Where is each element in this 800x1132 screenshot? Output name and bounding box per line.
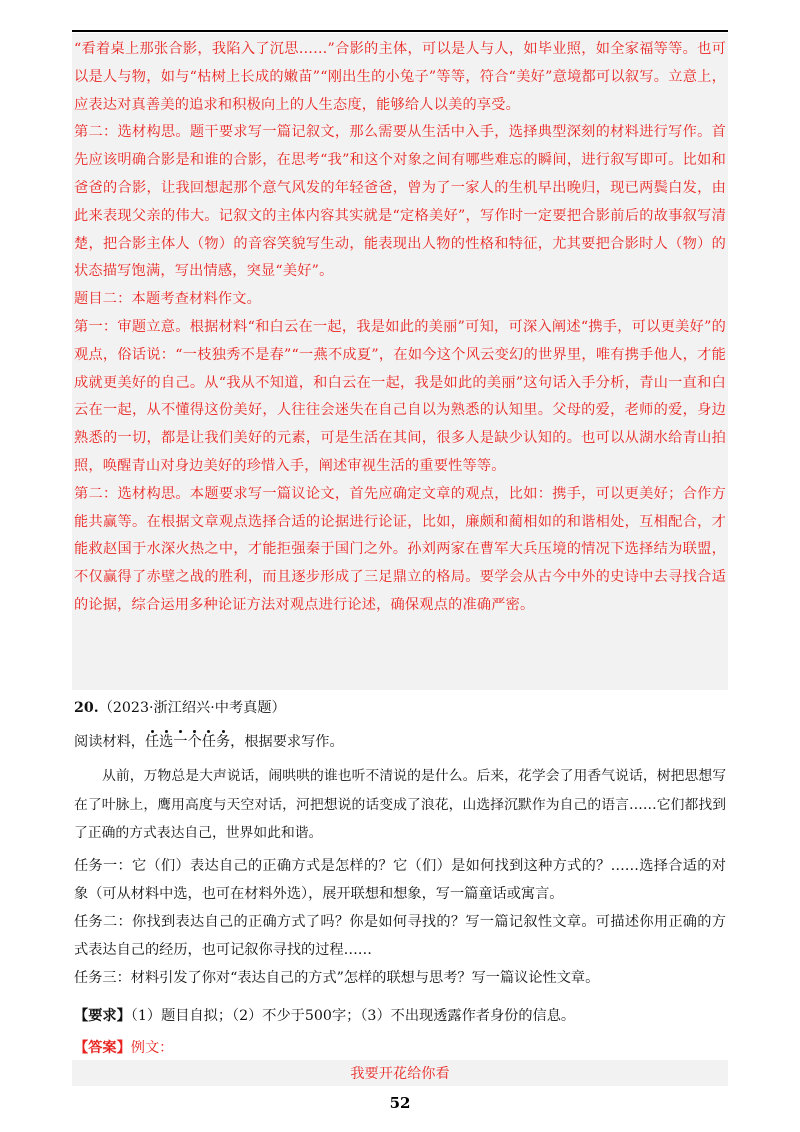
task-list xyxy=(74,852,726,992)
question-intro xyxy=(74,728,726,756)
top-rule xyxy=(72,30,728,32)
requirement-text: （1）题目自拟；（2）不少于500字；（3）不出现透露作者身份的信息。 xyxy=(130,1008,576,1024)
emphasis-char: 任 xyxy=(201,734,216,750)
essay-title: 我要开花给你看 xyxy=(350,1066,450,1082)
intro-text-b: ，根据要求写作。 xyxy=(230,734,344,750)
question-heading xyxy=(74,694,726,722)
emphasis-char: 个 xyxy=(187,734,202,750)
material-passage xyxy=(74,762,726,848)
page-number: 52 xyxy=(389,1094,411,1112)
analysis-paragraph-1: “看着桌上那张合影，我陷入了沉思……”合影的主体，可以是人与人，如毕业照，如全家福等等。也可以是人与物，如与“枯树上长成的嫩苗”“刚出生的小兔子”等等，符合“美好”意境都可以叙写。立意上，应表达对真善美的追求和积极向上的人生态度，能够给人以美的享受。 xyxy=(74,41,726,113)
analysis-paragraph-3: 题目二：本题考查材料作文。 xyxy=(74,291,262,308)
emphasis-char: 一 xyxy=(173,734,188,750)
analysis-paragraph-5: 第二：选材构思。本题要求写一篇议论文，首先应确定文章的观点，比如：携手，可以更美好；合作方能共赢等。在根据文章观点选择合适的论据进行论证，比如，廉颇和蔺相如的和谐相处，互相配合，才能救赵国于水深火热之中，才能拒强秦于国门之外。孙刘两家在曹军大兵压境的情况下选择结为联盟，不仅赢得了赤壁之战的胜利，而且逐步形成了三足鼎立的格局。要学会从古今中外的史诗中去寻找合适的论据，综合运用多种论证方法对观点进行论述，确保观点的准确严密。 xyxy=(74,485,726,613)
answer-line xyxy=(74,1034,726,1062)
task-1: 任务一：它（们）表达自己的正确方式是怎样的？它（们）是如何找到这种方式的？……选择合适的对象（可从材料中选，也可在材料外选），展开联想和想象，写一篇童话或寓言。 xyxy=(74,858,726,902)
question-source: （2023·浙江绍兴·中考真题） xyxy=(98,700,286,716)
requirements xyxy=(74,1002,726,1030)
requirement-label: 【要求】 xyxy=(74,1008,131,1024)
passage-text: 从前，万物总是大声说话，闹哄哄的谁也听不清说的是什么。后来，花学会了用香气说话，树把思想写在了叶脉上，鹰用高度与天空对话，河把想说的话变成了浪花，山选择沉默作为自己的语言……它们都找到了正确的方式表达自己，世界如此和谐。 xyxy=(74,768,726,841)
task-3: 任务三：材料引发了你对“表达自己的方式”怎样的联想与思考？写一篇议论性文章。 xyxy=(74,970,600,986)
emphasis-char: 务 xyxy=(215,734,231,750)
task-2: 任务二：你找到表达自己的正确方式了吗？你是如何寻找的？写一篇记叙性文章。可描述你用正确的方式表达自己的经历，也可记叙你寻找的过程…… xyxy=(74,914,726,958)
answer-text: 例文： xyxy=(130,1040,174,1056)
analysis-paragraph-4: 第一：审题立意。根据材料“和白云在一起，我是如此的美丽”可知，可深入阐述“携手，可以更美好”的观点，俗话说：“一枝独秀不是春”“一燕不成夏”，在如今这个风云变幻的世界里，唯有携手他人，才能成就更美好的自己。从“我从不知道，和白云在一起，我是如此的美丽”这句话入手分析，青山一直和白云在一起，从不懂得这份美好，人往往会迷失在自己自以为熟悉的认知里。父母的爱，老师的爱，身边熟悉的一切，都是让我们美好的元素，可是生活在其间，很多人是缺少认知的。也可以从湖水给青山拍照，唤醒青山对身边美好的珍惜入手，阐述审视生活的重要性等等。 xyxy=(74,318,726,474)
emphasis-char: 任 xyxy=(144,734,160,750)
answer-label: 【答案】 xyxy=(74,1040,131,1056)
answer-analysis xyxy=(74,36,726,620)
intro-text-a: 阅读材料， xyxy=(74,734,145,750)
analysis-paragraph-2: 第二：选材构思。题干要求写一篇记叙文，那么需要从生活中入手，选择典型深刻的材料进行写作。首先应该明确合影是和谁的合影，在思考“我”和这个对象之间有哪些难忘的瞬间，进行叙写即可。比如和爸爸的合影，让我回想起那个意气风发的年轻爸爸，曾为了一家人的生机早出晚归，现已两鬓白发，由此来表现父亲的伟大。记叙文的主体内容其实就是“定格美好”，写作时一定要把合影前后的故事叙写清楚，把合影主体人（物）的音容笑貌写生动，能表现出人物的性格和特征，尤其要把合影时人（物）的状态描写饱满，写出情感，突显“美好”。 xyxy=(74,124,726,280)
question-number: 20. xyxy=(74,700,99,716)
emphasis-char: 选 xyxy=(159,734,174,750)
